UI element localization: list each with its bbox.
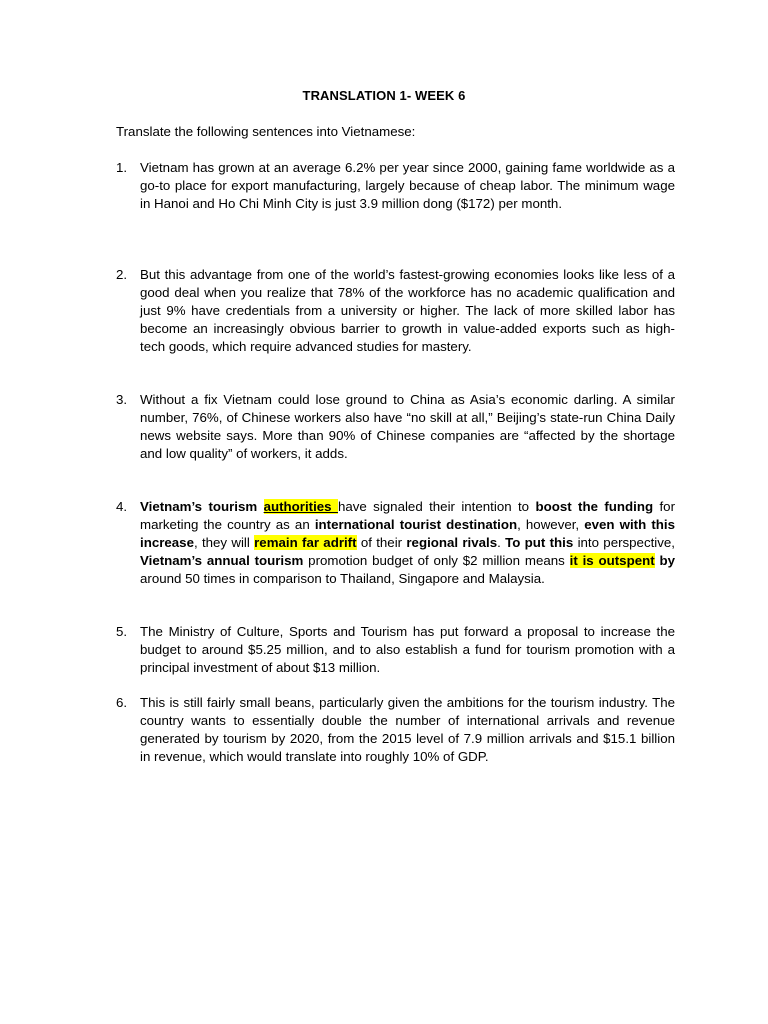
plain-text: . (497, 535, 506, 550)
list-item-2 (116, 266, 675, 356)
emphasis-text: Vietnam’s annual tourism (140, 553, 304, 568)
plain-text: , however, (517, 517, 585, 532)
list-item-1 (116, 159, 675, 213)
emphasis-text: boost the funding (535, 499, 654, 514)
list-item-number: 6. (116, 695, 128, 710)
list-item-number: 3. (116, 392, 128, 407)
document-title: TRANSLATION 1- WEEK 6 (302, 88, 466, 103)
emphasis-text: by (654, 553, 675, 568)
highlighted-term: it is outspent (569, 553, 655, 568)
list-item-text: Without a fix Vietnam could lose ground to China as Asia’s economic darling. A similar number, 76%, of Chinese workers also have “no skill at all,” Beijing’s state-run China Daily news website says. More than 90% of Chinese companies are “affected by the shortage and low quality” of workers, it adds. (140, 392, 675, 461)
emphasis-text: To put this (505, 535, 574, 550)
plain-text: promotion budget of only $2 million means (303, 553, 570, 568)
list-item-5 (116, 623, 675, 677)
plain-text: , they will (193, 535, 255, 550)
plain-text: have signaled their intention to (337, 499, 536, 514)
list-item-number: 4. (116, 499, 128, 514)
list-item-4 (116, 498, 675, 588)
list-item-text: But this advantage from one of the world’s fastest-growing economies looks like less of a good deal when you realize that 78% of the workforce has no academic qualification and just 9% have credentials from a university or higher. The lack of more skilled labor has become an increasingly obvious barrier to growth in value-added exports such as high-tech goods, which require advanced studies for mastery. (140, 267, 675, 354)
highlighted-term: authorities (263, 499, 338, 514)
plain-text: of their (356, 535, 407, 550)
list-item-number: 5. (116, 624, 128, 639)
list-item-text: The Ministry of Culture, Sports and Tourism has put forward a proposal to increase the budget to around $5.25 million, and to also establish a fund for tourism promotion with a principal investment of about $13 million. (140, 624, 675, 675)
emphasis-text: regional rivals (406, 535, 498, 550)
plain-text: around 50 times in comparison to Thailand, Singapore and Malaysia. (140, 571, 545, 586)
list-item-text-rich (140, 498, 675, 588)
emphasis-text: even with this increase (140, 517, 675, 550)
instruction-text: Translate the following sentences into Vietnamese: (116, 124, 416, 139)
list-item-3 (116, 391, 675, 463)
emphasis-text: Vietnam’s tourism (140, 499, 264, 514)
plain-text: into perspective, (573, 535, 675, 550)
list-item-text: This is still fairly small beans, particularly given the ambitions for the tourism industry. The country wants to essentially double the number of international arrivals and revenue generated by tourism by 2020, from the 2015 level of 7.9 million arrivals and $15.1 billion in revenue, which would translate into roughly 10% of GDP. (140, 695, 675, 764)
highlighted-term: remain far adrift (254, 535, 357, 550)
list-item-6 (116, 694, 675, 766)
emphasis-text: international tourist destination (314, 517, 518, 532)
list-item-number: 1. (116, 160, 128, 175)
list-item-text: Vietnam has grown at an average 6.2% per year since 2000, gaining fame worldwide as a go-to place for export manufacturing, largely because of cheap labor. The minimum wage in Hanoi and Ho Chi Minh City is just 3.9 million dong ($172) per month. (140, 160, 675, 211)
plain-text: for marketing the country as an (140, 499, 676, 532)
list-item-number: 2. (116, 267, 128, 282)
